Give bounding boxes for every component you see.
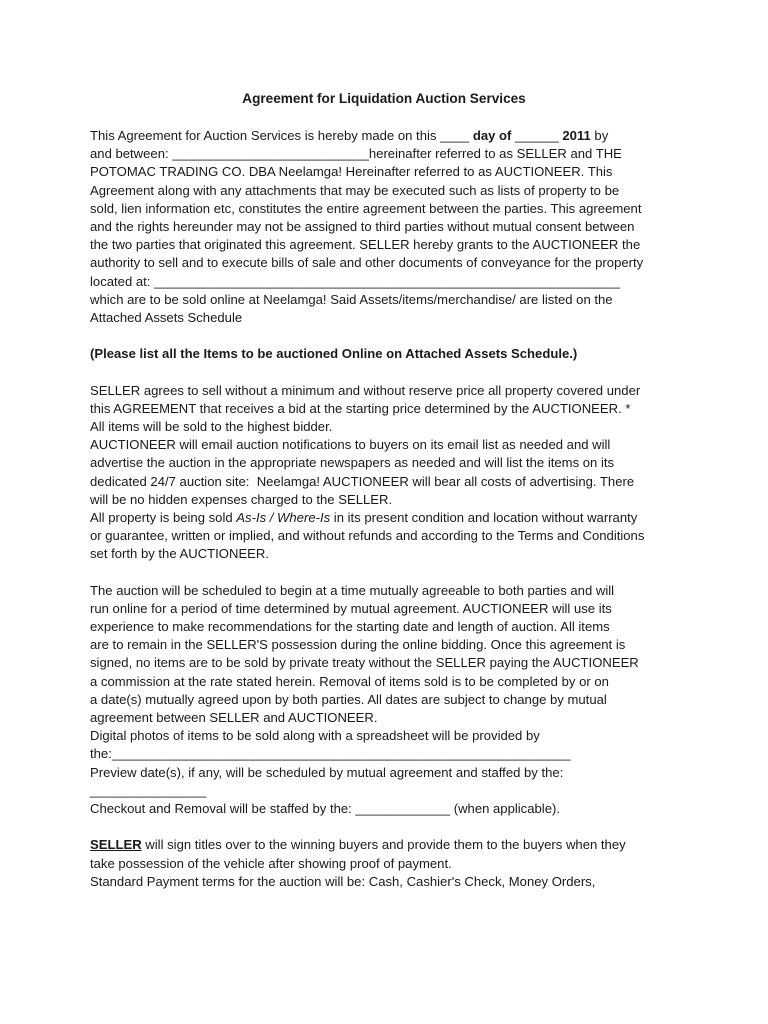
seller-terms-paragraph	[90, 382, 690, 564]
terms-line: advertise the auction in the appropriate newspapers as needed and will list the items on its	[90, 455, 615, 471]
assets-schedule-notice	[90, 345, 690, 363]
intro-line: located at: ________________________________________________________________	[90, 273, 621, 289]
seller-label: SELLER	[90, 837, 142, 853]
terms-line: or guarantee, written or implied, and without refunds and according to the Terms and Conditions	[90, 528, 645, 544]
notice-text: (Please list all the Items to be auctioned Online on Attached Assets Schedule.)	[90, 346, 578, 362]
as-is-where-is: As-Is / Where-Is	[236, 509, 331, 525]
terms-text: in its present condition and location without warranty	[330, 509, 638, 525]
titles-line: take possession of the vehicle after showing proof of payment.	[90, 855, 452, 871]
titles-line: Standard Payment terms for the auction will be: Cash, Cashier's Check, Money Orders,	[90, 873, 596, 889]
schedule-line: experience to make recommendations for the starting date and length of auction. All items	[90, 619, 610, 635]
year-label: 2011	[562, 128, 591, 143]
month-blank: ______	[511, 128, 563, 143]
intro-line	[90, 127, 690, 145]
titles-paragraph	[90, 836, 690, 891]
document-title: Agreement for Liquidation Auction Services	[242, 91, 526, 106]
paragraph-gap	[90, 327, 690, 345]
intro-line: authority to sell and to execute bills of sale and other documents of conveyance for the property	[90, 255, 644, 271]
paragraph-gap	[90, 564, 690, 582]
intro-line: Agreement along with any attachments that may be executed such as lists of property to be	[90, 182, 620, 198]
schedule-line: a date(s) mutually agreed upon by both parties. All dates are subject to change by mutual	[90, 691, 607, 707]
intro-line: POTOMAC TRADING CO. DBA Neelamga! Hereinafter referred to as AUCTIONEER. This	[90, 164, 613, 180]
intro-line: and the rights hereunder may not be assigned to third parties without mutual consent between	[90, 218, 635, 234]
intro-line: sold, lien information etc, constitutes the entire agreement between the parties. This agreement	[90, 200, 642, 216]
schedule-line: Preview date(s), if any, will be scheduled by mutual agreement and staffed by the:	[90, 764, 564, 780]
terms-line: this AGREEMENT that receives a bid at the starting price determined by the AUCTIONEER. *	[90, 400, 631, 416]
terms-line: set forth by the AUCTIONEER.	[90, 546, 270, 562]
schedule-line: are to remain in the SELLER'S possession during the online bidding. Once this agreement is	[90, 637, 626, 653]
terms-line: SELLER agrees to sell without a minimum and without reserve price all property covered under	[90, 382, 641, 398]
schedule-paragraph	[90, 582, 690, 818]
terms-line: All items will be sold to the highest bidder.	[90, 419, 333, 434]
schedule-line: run online for a period of time determined by mutual agreement. AUCTIONEER will use its	[90, 600, 612, 616]
schedule-line: Checkout and Removal will be staffed by the: _____________ (when applicable).	[90, 800, 560, 816]
terms-text: All property is being sold	[90, 509, 237, 525]
schedule-line: The auction will be scheduled to begin at a time mutually agreeable to both parties and will	[90, 582, 615, 598]
terms-line: will be no hidden expenses charged to the SELLER.	[90, 491, 393, 507]
terms-line	[90, 509, 690, 527]
intro-line: which are to be sold online at Neelamga! Said Assets/items/merchandise/ are listed on the	[90, 291, 613, 307]
terms-line: AUCTIONEER will email auction notifications to buyers on its email list as needed and will	[90, 437, 611, 453]
paragraph-gap	[90, 818, 690, 836]
document-body	[90, 127, 690, 891]
intro-text: by	[590, 128, 609, 143]
titles-line	[90, 836, 690, 854]
schedule-line: Digital photos of items to be sold along with a spreadsheet will be provided by	[90, 728, 540, 744]
intro-line: the two parties that originated this agreement. SELLER hereby grants to the AUCTIONEER the	[90, 237, 641, 253]
intro-text: This Agreement for Auction Services is hereby made on this ____	[90, 128, 473, 143]
schedule-line: signed, no items are to be sold by private treaty without the SELLER paying the AUCTIONEER	[90, 655, 639, 671]
intro-line: Attached Assets Schedule	[90, 309, 243, 325]
paragraph-gap	[90, 363, 690, 381]
schedule-line: a commission at the rate stated herein. Removal of items sold is to be completed by or on	[90, 673, 609, 689]
schedule-line: ________________	[90, 782, 207, 798]
schedule-line: the:_______________________________________________________________	[90, 746, 571, 762]
titles-text: will sign titles over to the winning buyers and provide them to the buyers when they	[141, 837, 626, 853]
intro-line: and between: ___________________________hereinafter referred to as SELLER and THE	[90, 146, 622, 162]
intro-paragraph	[90, 127, 690, 327]
terms-line: dedicated 24/7 auction site: Neelamga! AUCTIONEER will bear all costs of advertising. There	[90, 473, 635, 489]
day-of-label: day of	[472, 128, 512, 143]
schedule-line: agreement between SELLER and AUCTIONEER.	[90, 710, 378, 725]
